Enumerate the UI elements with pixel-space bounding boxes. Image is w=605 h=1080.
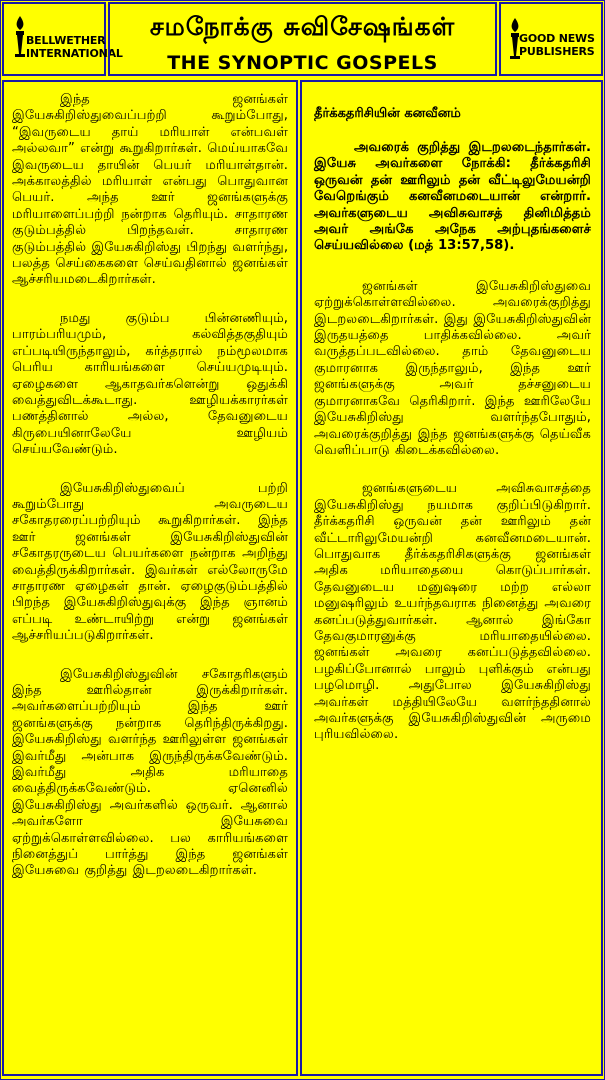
paragraph: ஜனங்கள் இயேசுகிறிஸ்துவை ஏற்றுக்கொள்ளவில்லை. அவரைக்குறித்து இடறலடைகிறார்கள். இது இயேசுகிறிஸ்துவின் இருதயத்தை பாதிக்கவில்லை. அவர் வருத்தப்படவில்லை. தாம் தேவனுடைய குமாரனாக இருந்தாலும், இந்த ஊர் ஜனங்களுக்கு அவர் தச்சனுடைய குமாரனாகவே தெரிகிறார். இந்த ஊரிலேயே இயேசுகிறிஸ்து வளர்ந்தபோதும், அவரைக்குறித்து இந்த ஜனங்களுக்கு தெய்வீக வெளிப்பாடு கிடைக்கவில்லை. [314,278,591,458]
title-english: THE SYNOPTIC GOSPELS [167,52,438,74]
right-logo-line1: GOOD NEWS [519,32,595,45]
right-logo-line2: PUBLISHERS [519,45,595,58]
section-title: தீர்க்கதரிசியின் கனவீனம் [314,106,461,121]
paragraph: இந்த ஜனங்கள் இயேசுகிறிஸ்துவைப்பற்றி கூறும்போது, “இவருடைய தாய் மரியாள் என்பவள் அல்லவா” என்று கூறுகிறார்கள். மெய்யாகவே இவருடைய தாயின் பெயர் மரியாள்தான். அக்காலத்தில் மரியாள் என்பது பொதுவான பெயர். அந்த ஊர் ஜனங்களுக்கு மரியாளைப்பற்றி நன்றாக தெரியும். சாதாரண குடும்பத்தில் பிறந்தவள். சாதாரண குடும்பத்தில் இயேசுகிறிஸ்து பிறந்து வளர்ந்து, பலத்த செய்கைகளை செய்வதினால் ஜனங்கள் ஆச்சரியமடைகிறார்கள். [12,92,289,288]
left-column [2,80,298,1076]
header [0,0,605,80]
paragraph: நமது குடும்ப பின்னணியும், பாரம்பரியமும், கல்வித்தகுதியும் எப்படியிருந்தாலும், கர்த்தரால் நம்மூலமாக பெரிய காரியங்களை செய்யமுடியும். ஏழைகளை ஆகாதவர்களென்று ஒதுக்கி வைத்துவிடக்கூடாது. ஊழியக்காரர்கள் பணத்தினால் அல்ல, தேவனுடைய கிருபையினாலேயே ஊழியம் செய்யவேண்டும். [12,310,288,458]
paragraph: இயேசுகிறிஸ்துவைப் பற்றி கூறும்போது அவருடைய சகோதரரைப்பற்றியும் கூறுகிறார்கள். இந்த ஊர் ஜனங்கள் இயேசுகிறிஸ்துவின் சகோதரருடைய பெயர்களை நன்றாக அறிந்து வைத்திருக்கிறார்கள். இவர்கள் எல்லோருமே சாதாரண ஏழைகள் தான். ஏழைகுடும்பத்தில் பிறந்த இயேசுகிறிஸ்துவுக்கு இந்த ஞானம் எப்படி உண்டாயிற்று என்று ஜனங்கள் ஆச்சரியப்படுகிறார்கள். [12,480,288,644]
title-tamil: சமநோக்கு சுவிசேஷங்கள் [149,12,456,41]
paragraph: இயேசுகிறிஸ்துவின் சகோதரிகளும் இந்த ஊரில்தான் இருக்கிறார்கள். அவர்களைப்பற்றியும் இந்த ஊர் ஜனங்களுக்கு நன்றாக தெரிந்திருக்கிறது. இயேசுகிறிஸ்து வளர்ந்த ஊரிலுள்ள ஜனங்கள் இவர்மீது அன்பாக இருந்திருக்கவேண்டும். இவர்மீது அதிக மரியாதை வைத்திருக்கவேண்டும். ஏனெனில் இயேசுகிறிஸ்து அவர்களில் ஒருவர். ஆனால் அவர்களோ இயேசுவை ஏற்றுக்கொள்ளவில்லை. பல காரியங்களை நினைத்துப் பார்த்து இந்த ஜனங்கள் இயேசுவை குறித்து இடறலடைகிறார்கள். [12,666,288,879]
paragraph: ஜனங்களுடைய அவிசுவாசத்தை இயேசுகிறிஸ்து நயமாக குறிப்பிடுகிறார். தீர்க்கதரிசி ஒருவன் தன் ஊரிலும் தன் வீட்டாரிலுமேயன்றி கனவீனமடையான். பொதுவாக தீர்க்கதரிசிகளுக்கு ஜனங்கள் அதிக மரியாதையை கொடுப்பார்கள். தேவனுடைய மனுஷரை மற்ற எல்லா மனுஷரிலும் உயர்ந்தவராக நினைத்து அவரை கனப்படுத்துவார்கள். ஆனால் இங்கோ தேவகுமாரனுக்கு மரியாதையில்லை. ஜனங்கள் அவரை கனப்படுத்தவில்லை. பழகிப்போனால் பாலும் புளிக்கும் என்பது பழமொழி. அதுபோல இயேசுகிறிஸ்து அவர்கள் மத்தியிலேயே வளர்ந்ததினால் அவர்களுக்கு இயேசுகிறிஸ்துவின் அருமை புரியவில்லை. [314,481,591,743]
scripture-quote: அவரைக் குறித்து இடறலடைந்தார்கள். இயேசு அவர்களை நோக்கி: தீர்க்கதரிசி ஒருவன் தன் ஊரிலும் தன் வீட்டிலுமேயன்றி வேறெங்கும் கனவீனமடையான் என்றார். அவர்களுடைய அவிசுவாசத் தினிமித்தம் அவர் அங்கே அநேக அற்புதங்களைச் செய்யவில்லை (மத் 13:57,58). [314,140,591,254]
title-box [108,2,497,76]
right-column [300,80,603,1076]
left-logo-line1: BELLWETHER [26,34,106,47]
left-logo-line2: INTERNATIONAL [26,47,123,60]
bellwether-logo [2,2,123,76]
good-news-logo [499,2,603,76]
